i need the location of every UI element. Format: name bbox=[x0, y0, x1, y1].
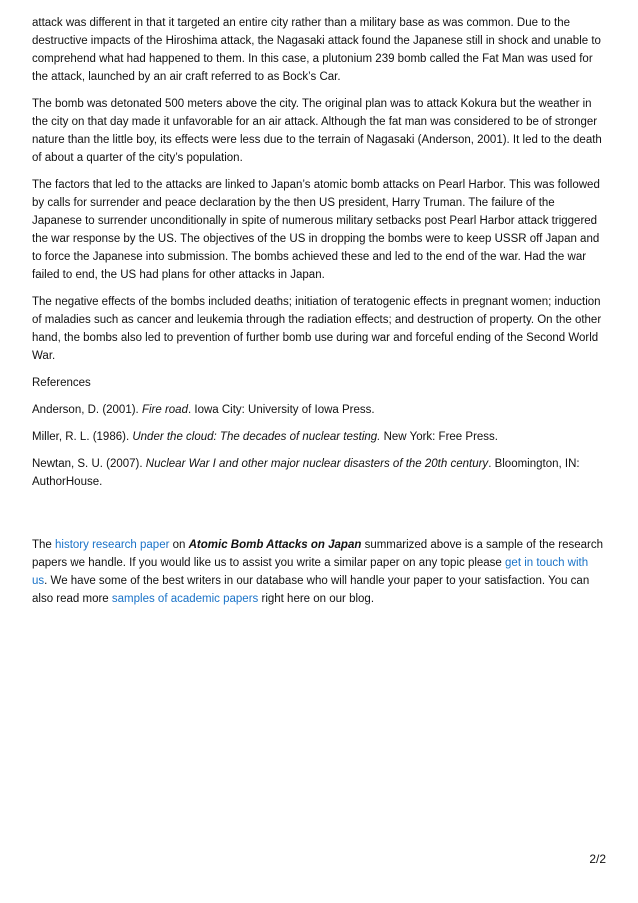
reference-author: Miller, R. L. (1986). bbox=[32, 431, 133, 443]
reference-publisher: . Bloomington, IN: AuthorHouse. bbox=[32, 458, 580, 488]
footer-text: summarized above is a sample of the research papers we handle. If you would like us to assist you write a similar paper on any topic please bbox=[32, 539, 603, 569]
footer-text: . We have some of the best writers in our database who will handle your paper to your satisfaction. You can also read more bbox=[32, 575, 590, 605]
reference-author: Anderson, D. (2001). bbox=[32, 404, 142, 416]
body-paragraph-3: The factors that led to the attacks are linked to Japan’s atomic bomb attacks on Pearl Harbor. This was followed by calls for surrender and peace declaration by the then US president, Harry Truman. The failure of the Japanese to surrender unconditionally in spite of numerous military setbacks post Pearl Harbor attack triggered the war response by the US. The objectives of the US in dropping the bombs were to keep USSR off Japan and to force the Japanese into submission. The bombs achieved these and led to the end of the war. Had the war failed to end, the US had plans for other attacks in Japan. bbox=[32, 179, 600, 281]
footer-text: right here on our blog. bbox=[258, 593, 375, 605]
footer-text: The bbox=[32, 539, 56, 551]
body-paragraph-4: The negative effects of the bombs included deaths; initiation of teratogenic effects in pregnant women; induction of maladies such as cancer and leukemia through the radiation effects; and destruction of property. On the other hand, the bombs also led to prevention of further bomb use during war and forceful ending of the Second World War. bbox=[32, 296, 602, 362]
reference-publisher: . Iowa City: University of Iowa Press. bbox=[187, 404, 375, 416]
body-paragraph-1: attack was different in that it targeted an entire city rather than a military base as was common. Due to the destructive impacts of the Hiroshima attack, the Nagasaki attack found the Japanese still in shock and unable to comprehend what had happened to them. In this case, a plutonium 239 bomb called the Fat Man was used for the attack, launched by an air craft referred to as Bock’s Car. bbox=[32, 17, 601, 83]
reference-title: Fire road bbox=[141, 404, 188, 416]
reference-publisher: New York: Free Press. bbox=[380, 431, 498, 443]
document-page bbox=[32, 14, 606, 617]
reference-item-miller bbox=[32, 428, 606, 446]
reference-item-anderson bbox=[32, 401, 606, 419]
references-heading: References bbox=[32, 377, 91, 389]
reference-title: Nuclear War I and other major nuclear disasters of the 20th century bbox=[145, 458, 489, 470]
reference-item-newtan bbox=[32, 455, 606, 491]
history-research-paper-link[interactable]: history research paper bbox=[55, 539, 170, 551]
paper-topic-emphasis: Atomic Bomb Attacks on Japan bbox=[188, 539, 362, 551]
section-spacer bbox=[32, 500, 606, 536]
reference-title: Under the cloud: The decades of nuclear testing. bbox=[132, 431, 381, 443]
footer-text: on bbox=[169, 539, 189, 551]
page-number: 2/2 bbox=[589, 852, 606, 866]
academic-samples-link[interactable]: samples of academic papers bbox=[111, 593, 259, 605]
reference-author: Newtan, S. U. (2007). bbox=[32, 458, 146, 470]
footer-note bbox=[32, 536, 606, 608]
get-in-touch-link[interactable]: get in touch with us bbox=[32, 557, 589, 587]
body-paragraph-2: The bomb was detonated 500 meters above the city. The original plan was to attack Kokura but the weather in the city on that day made it unfavorable for an air attack. Although the fat man was considered to be of stronger nature than the little boy, its effects were less due to the terrain of Nagasaki (Anderson, 2001). It led to the death of about a quarter of the city’s population. bbox=[32, 98, 602, 164]
